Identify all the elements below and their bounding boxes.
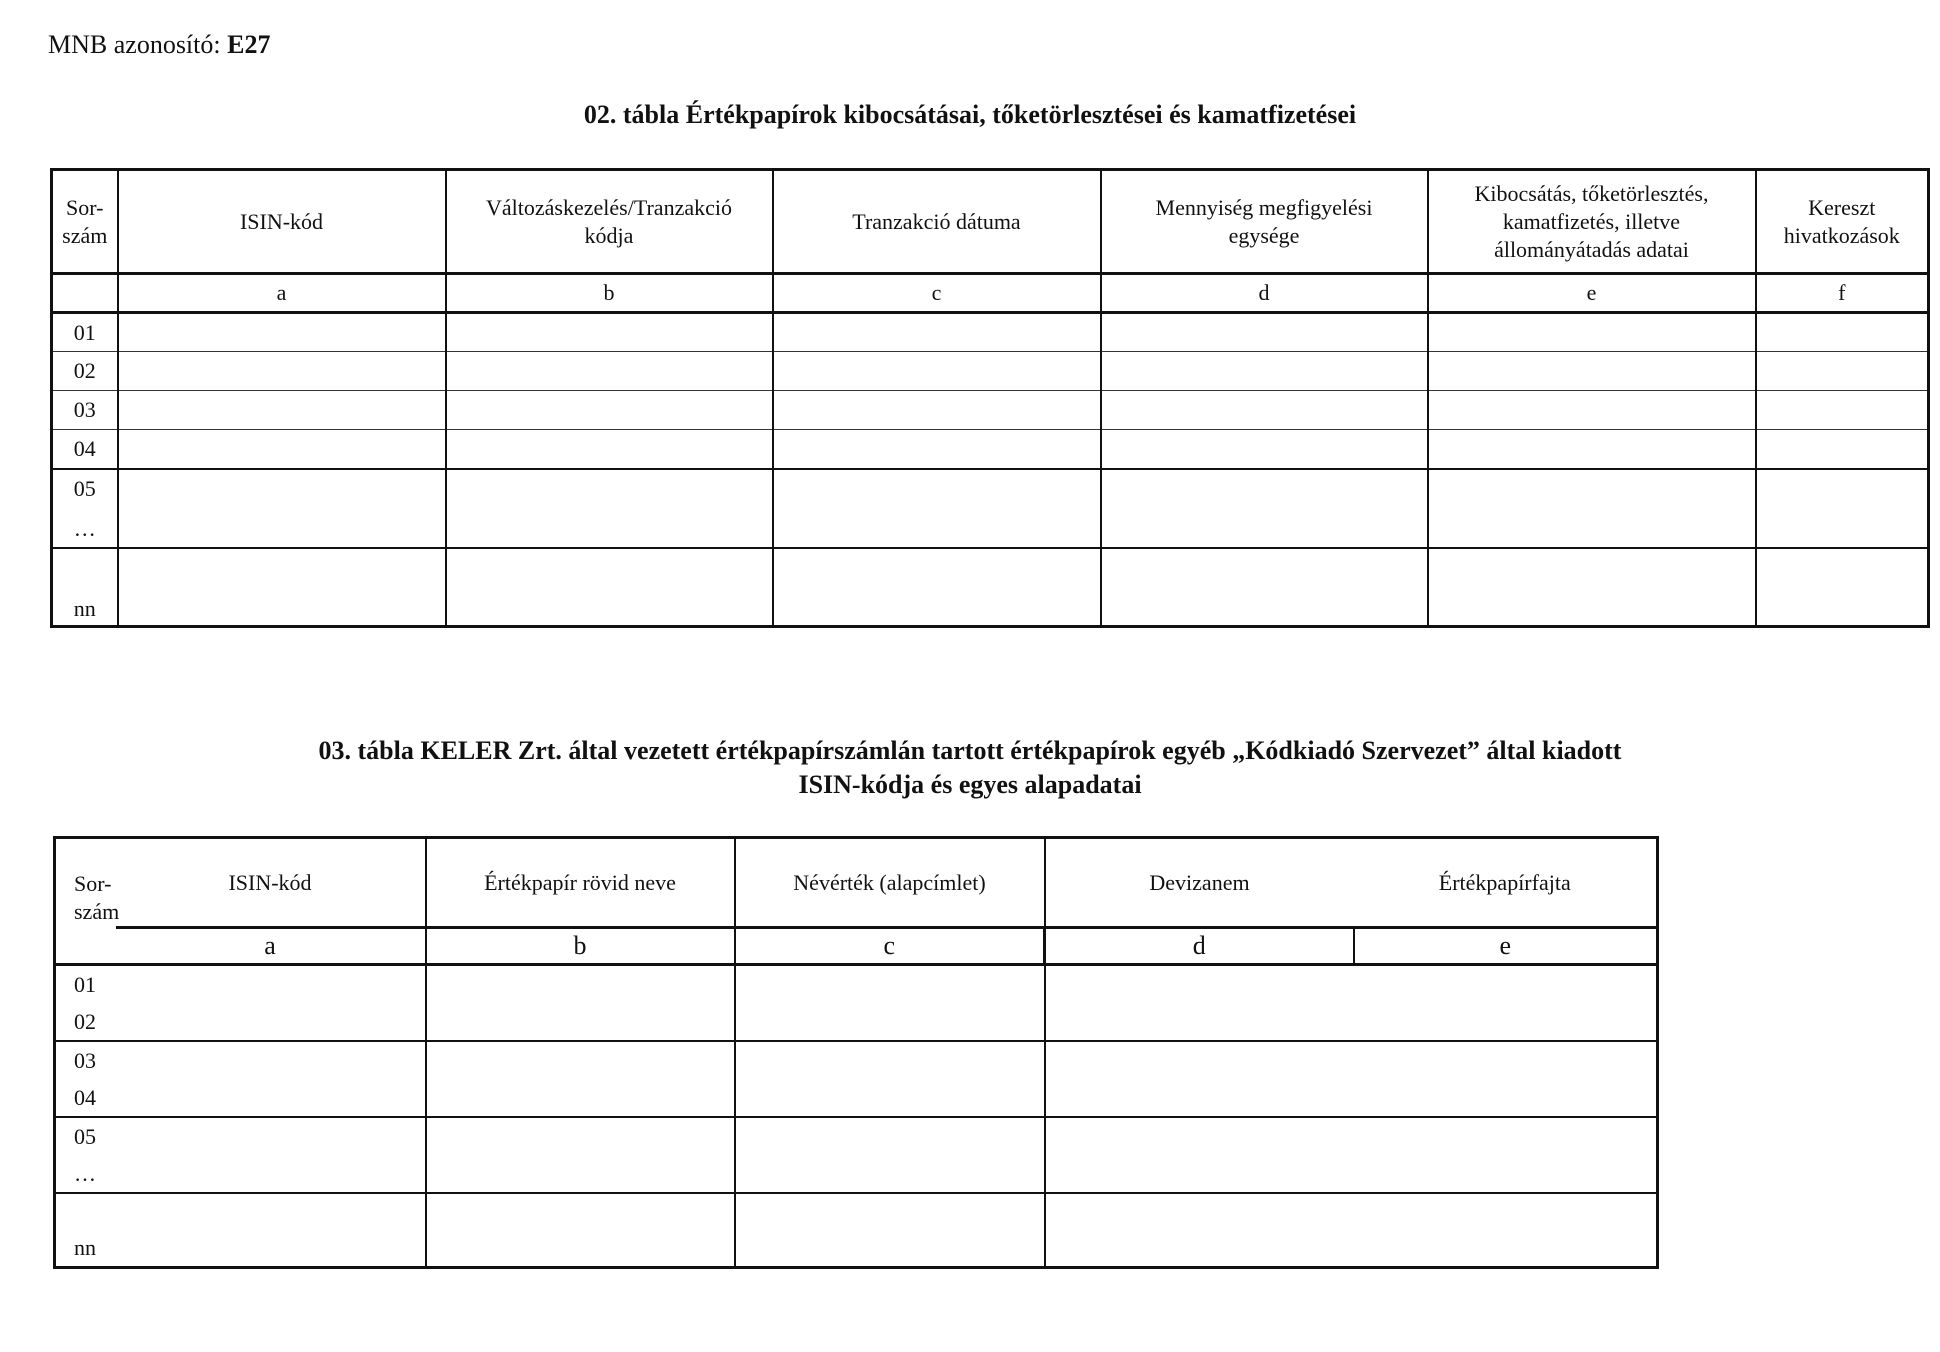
table02-letter-row [52,274,1929,313]
table02-letter-d: d [1101,274,1428,313]
cell-b[interactable] [446,352,773,391]
cell-a[interactable] [116,1193,426,1267]
sorszam-line1: Sor- [74,870,112,896]
cell-c[interactable] [773,430,1101,469]
cell-d[interactable] [1101,391,1428,430]
cell-c[interactable] [773,352,1101,391]
table03-title-line1: 03. tábla KELER Zrt. által vezetett értékpapírszámlán tartott értékpapírok egyéb „Kódkiadó Szervezet” által kiadott [318,736,1622,765]
row-number: 04 [52,430,118,469]
table03-header-b: Értékpapír rövid neve [426,838,735,928]
cell-e[interactable] [1428,548,1756,627]
table-row [52,313,1929,352]
table02-header-c: Tranzakció dátuma [773,170,1101,274]
table02-letter-b: b [446,274,773,313]
cell-c[interactable] [773,548,1101,627]
cell-d[interactable] [1101,313,1428,352]
cell-a[interactable] [118,352,446,391]
cell-a[interactable] [118,391,446,430]
row-number-02: 02 [74,1009,96,1034]
row-number: 02 [52,352,118,391]
cell-b[interactable] [446,548,773,627]
cell-a[interactable] [118,548,446,627]
table03-letter-a: a [116,928,426,965]
cell-d[interactable] [1101,352,1428,391]
table-row-group [55,1041,1658,1117]
table-row [52,469,1929,548]
table03-letter-c: c [735,928,1045,965]
cell-e[interactable] [1428,391,1756,430]
table02-header-row [52,170,1929,274]
table02-sorszam-header [52,170,118,274]
row-number-ellipsis: … [73,515,96,541]
table-row [52,548,1929,627]
cell-e[interactable] [1354,965,1658,1042]
sorszam-line1: Sor- [66,194,104,220]
table02-letter-f: f [1756,274,1929,313]
cell-c[interactable] [735,1041,1045,1117]
row-number-03: 03 [74,1048,96,1073]
mnb-identifier [48,30,270,60]
cell-d[interactable] [1101,430,1428,469]
row-number: 01 [52,313,118,352]
cell-e[interactable] [1428,469,1756,548]
mnb-code: E27 [227,30,271,59]
table02-header-b: Változáskezelés/Tranzakció kódja [446,170,773,274]
cell-a[interactable] [116,1117,426,1193]
cell-d[interactable] [1045,1117,1354,1193]
cell-c[interactable] [735,965,1045,1042]
cell-b[interactable] [426,1117,735,1193]
cell-f[interactable] [1756,352,1929,391]
cell-a[interactable] [116,965,426,1042]
row-numbers [55,1041,116,1117]
cell-c[interactable] [773,469,1101,548]
cell-a[interactable] [118,430,446,469]
row-numbers [55,965,116,1042]
cell-d[interactable] [1045,1193,1354,1267]
cell-b[interactable] [426,965,735,1042]
cell-f[interactable] [1756,313,1929,352]
cell-b[interactable] [426,1193,735,1267]
cell-d[interactable] [1101,548,1428,627]
cell-e[interactable] [1354,1193,1658,1267]
cell-b[interactable] [446,430,773,469]
table-row-group [55,1193,1658,1267]
table02-letter-e: e [1428,274,1756,313]
table02 [50,168,1930,628]
table03-letter-e: e [1354,928,1658,965]
cell-e[interactable] [1428,430,1756,469]
cell-c[interactable] [735,1193,1045,1267]
cell-b[interactable] [426,1041,735,1117]
table03-header-a: ISIN-kód [116,838,426,928]
table03-title [0,734,1940,802]
cell-d[interactable] [1045,1041,1354,1117]
cell-c[interactable] [773,313,1101,352]
table03-letter-d: d [1045,928,1354,965]
table03-letter-empty [55,928,116,965]
table-row [52,391,1929,430]
cell-e[interactable] [1428,352,1756,391]
row-number-05: 05 [74,1124,96,1149]
table-row-group [55,965,1658,1042]
cell-c[interactable] [773,391,1101,430]
sorszam-line2: szám [62,222,108,248]
cell-e[interactable] [1428,313,1756,352]
table02-title: 02. tábla Értékpapírok kibocsátásai, tőketörlesztései és kamatfizetései [583,100,1357,129]
table03-sorszam-header [55,838,120,928]
table02-letter-c: c [773,274,1101,313]
cell-b[interactable] [446,313,773,352]
table02-header-f: Kereszt hivatkozások [1756,170,1929,274]
cell-f[interactable] [1756,430,1929,469]
table-row [52,352,1929,391]
cell-d[interactable] [1101,469,1428,548]
row-number: nn [52,548,118,627]
cell-b[interactable] [446,391,773,430]
table03-title-line2: ISIN-kódja és egyes alapadatai [798,770,1142,799]
table03-letter-b: b [426,928,735,965]
table-row [52,430,1929,469]
cell-e[interactable] [1354,1117,1658,1193]
row-numbers [55,1117,116,1193]
table03-header-d: Devizanem [1045,838,1354,928]
row-number [52,469,118,548]
cell-a[interactable] [118,469,446,548]
table02-header-e: Kibocsátás, tőketörlesztés, kamatfizetés, illetve állományátadás adatai [1428,170,1756,274]
table02-letter-a: a [118,274,446,313]
cell-e[interactable] [1354,1041,1658,1117]
table02-letter-empty [52,274,118,313]
row-number: 03 [52,391,118,430]
row-number-04: 04 [74,1085,96,1110]
cell-f[interactable] [1756,391,1929,430]
cell-b[interactable] [446,469,773,548]
row-number-ellipsis: … [74,1161,96,1186]
sorszam-line2: szám [74,898,120,924]
row-number-05: 05 [73,475,96,501]
table02-header-a: ISIN-kód [118,170,446,274]
cell-f[interactable] [1756,548,1929,627]
row-number: nn [55,1193,116,1267]
table02-header-d: Mennyiség megfigyelési egysége [1101,170,1428,274]
row-number-01: 01 [74,972,96,997]
cell-d[interactable] [1045,965,1354,1042]
cell-a[interactable] [118,313,446,352]
cell-f[interactable] [1756,469,1929,548]
cell-c[interactable] [735,1117,1045,1193]
cell-a[interactable] [116,1041,426,1117]
table03 [53,836,1659,1269]
table03-header-row [55,838,1658,928]
table03-header-c: Névérték (alapcímlet) [735,838,1045,928]
table03-header-e: Értékpapírfajta [1354,838,1658,928]
table03-letter-row [55,928,1658,965]
table-row-group [55,1117,1658,1193]
mnb-label: MNB azonosító: [48,30,221,59]
